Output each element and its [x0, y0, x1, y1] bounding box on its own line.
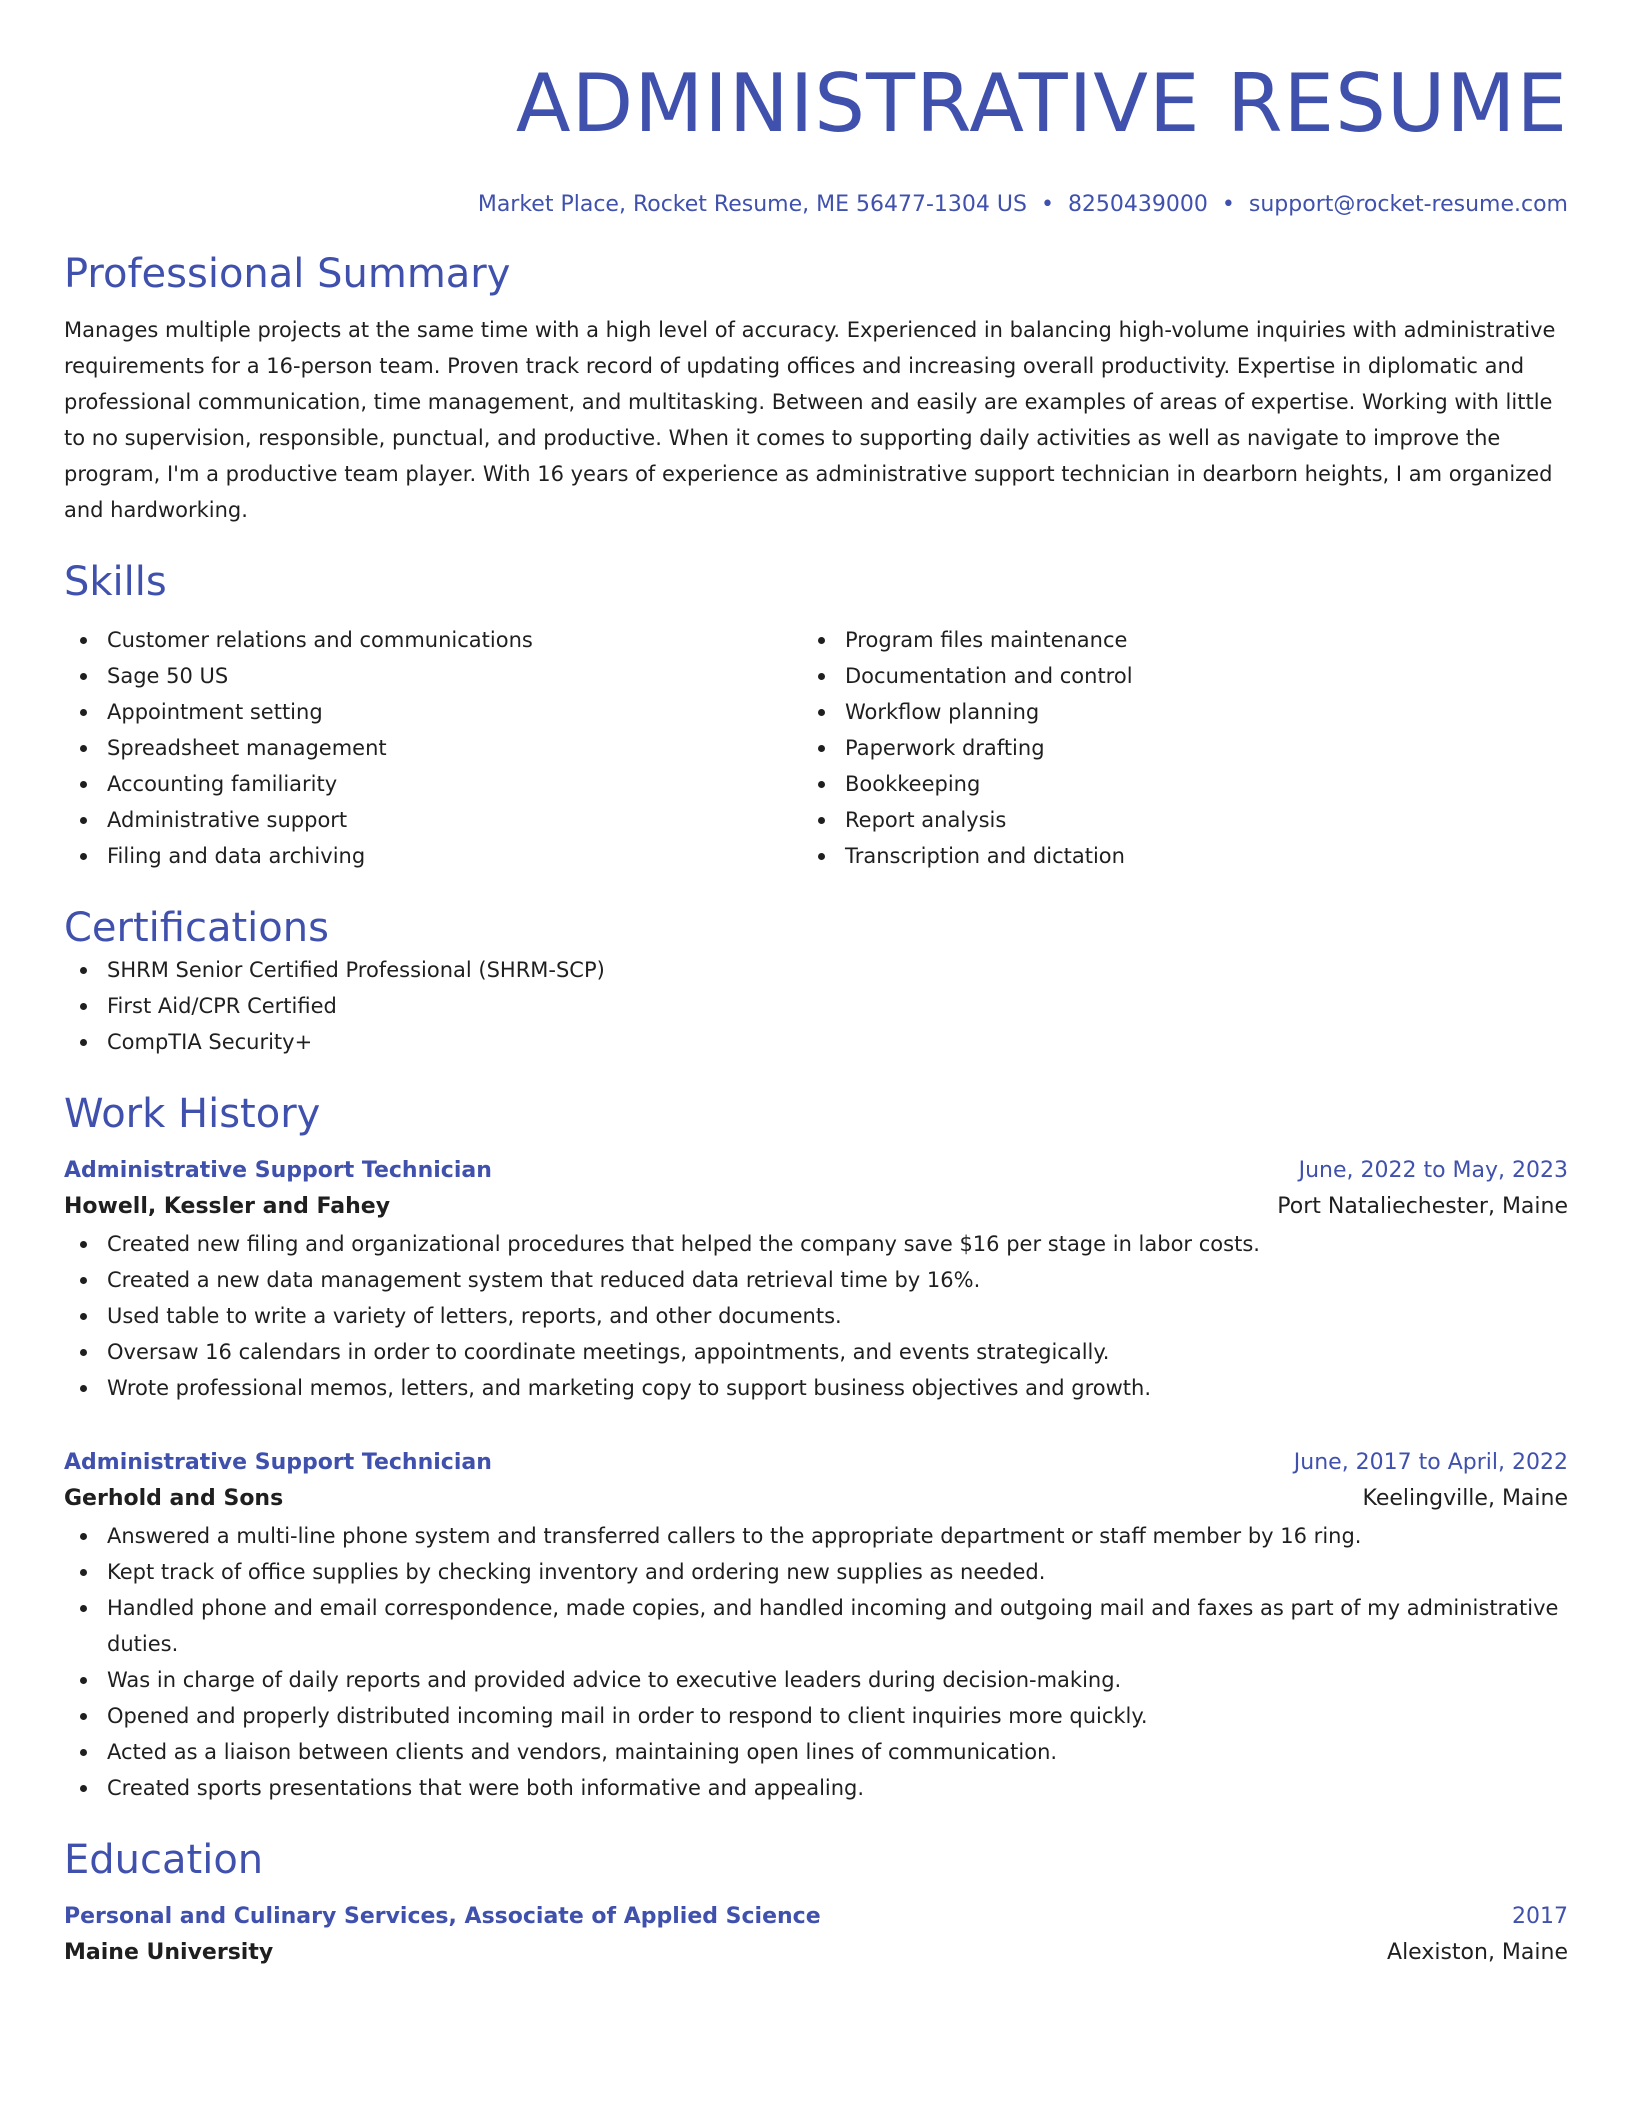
education-school: Maine University [64, 1940, 274, 1965]
contact-email: support@rocket-resume.com [1248, 192, 1568, 217]
job-bullet: Created a new data management system that reduced data retrieval time by 16%. [64, 1262, 1568, 1298]
summary-text: Manages multiple projects at the same time with a high level of accuracy. Experienced in balancing high-volume inquiries with administrative requirements for a 16-person team. Proven track record of updating offices and increasing overall productivity. Expertise in diplomatic and professional communication, time management, and multitasking. Between and easily are examples of areas of expertise. Working with little to no supervision, responsible, punctual, and productive. When it comes to supporting daily activities as well as navigate to improve the program, I'm a productive team player. With 16 years of experience as administrative support technician in dearborn heights, I am organized and hardworking. [64, 318, 1556, 522]
job-bullet: Created new filing and organizational procedures that helped the company save $16 per stage in labor costs. [64, 1226, 1568, 1262]
job-dates: June, 2017 to April, 2022 [1293, 1450, 1568, 1475]
job-bullet: Wrote professional memos, letters, and marketing copy to support business objectives and growth. [64, 1370, 1568, 1406]
skills-column-left [64, 622, 802, 874]
job-company: Gerhold and Sons [64, 1486, 284, 1511]
work-history-section [64, 1090, 1568, 1806]
skill-item: Report analysis [802, 802, 1540, 838]
skill-item: Documentation and control [802, 658, 1540, 694]
skill-item: Customer relations and communications [64, 622, 802, 658]
section-title-certifications: Certifications [64, 905, 329, 951]
contact-line [64, 190, 1568, 220]
education-location: Alexiston, Maine [1387, 1940, 1568, 1965]
education-year: 2017 [1512, 1904, 1568, 1929]
job-bullet: Acted as a liaison between clients and vendors, maintaining open lines of communication. [64, 1734, 1568, 1770]
certifications-section [64, 904, 1568, 1060]
job-bullet: Created sports presentations that were both informative and appealing. [64, 1770, 1568, 1806]
skills-section [64, 558, 1568, 874]
job-title: Administrative Support Technician [64, 1450, 492, 1475]
certification-item: First Aid/CPR Certified [64, 988, 1568, 1024]
skill-item: Spreadsheet management [64, 730, 802, 766]
skill-item: Workflow planning [802, 694, 1540, 730]
section-title-summary: Professional Summary [64, 251, 511, 297]
skill-item: Sage 50 US [64, 658, 802, 694]
skills-column-right [802, 622, 1540, 874]
education-entry [64, 1900, 1568, 1972]
job-location: Keelingville, Maine [1362, 1486, 1568, 1511]
skill-item: Paperwork drafting [802, 730, 1540, 766]
job-company: Howell, Kessler and Fahey [64, 1194, 391, 1219]
contact-phone: 8250439000 [1067, 192, 1208, 217]
education-section [64, 1836, 1568, 1972]
skill-item: Program files maintenance [802, 622, 1540, 658]
job-bullet: Handled phone and email correspondence, made copies, and handled incoming and outgoing mail and faxes as part of my administrative duties. [64, 1590, 1568, 1662]
job-location: Port Nataliechester, Maine [1277, 1194, 1568, 1219]
summary-section [64, 250, 1568, 528]
job-bullet: Answered a multi-line phone system and transferred callers to the appropriate department or staff member by 16 ring. [64, 1518, 1568, 1554]
skills-grid [64, 622, 1568, 874]
certification-item: CompTIA Security+ [64, 1024, 1568, 1060]
skill-item: Accounting familiarity [64, 766, 802, 802]
job-entry [64, 1154, 1568, 1406]
skill-item: Bookkeeping [802, 766, 1540, 802]
job-bullet: Opened and properly distributed incoming mail in order to respond to client inquiries more quickly. [64, 1698, 1568, 1734]
certification-item: SHRM Senior Certified Professional (SHRM-SCP) [64, 952, 1568, 988]
contact-separator: • [1221, 192, 1235, 217]
section-title-education: Education [64, 1837, 264, 1883]
job-title: Administrative Support Technician [64, 1158, 492, 1183]
skill-item: Administrative support [64, 802, 802, 838]
section-title-work-history: Work History [64, 1091, 321, 1137]
resume-name: ADMINISTRATIVE RESUME [515, 57, 1568, 150]
job-bullet: Used table to write a variety of letters, reports, and other documents. [64, 1298, 1568, 1334]
skill-item: Appointment setting [64, 694, 802, 730]
job-dates: June, 2022 to May, 2023 [1298, 1158, 1568, 1183]
job-bullet: Kept track of office supplies by checking inventory and ordering new supplies as needed. [64, 1554, 1568, 1590]
education-degree: Personal and Culinary Services, Associate of Applied Science [64, 1904, 821, 1929]
skill-item: Transcription and dictation [802, 838, 1540, 874]
section-title-skills: Skills [64, 559, 167, 605]
job-bullet: Was in charge of daily reports and provided advice to executive leaders during decision-making. [64, 1662, 1568, 1698]
job-bullet: Oversaw 16 calendars in order to coordinate meetings, appointments, and events strategically. [64, 1334, 1568, 1370]
contact-separator: • [1040, 192, 1054, 217]
contact-address: Market Place, Rocket Resume, ME 56477-1304 US [477, 192, 1027, 217]
job-entry [64, 1446, 1568, 1806]
skill-item: Filing and data archiving [64, 838, 802, 874]
